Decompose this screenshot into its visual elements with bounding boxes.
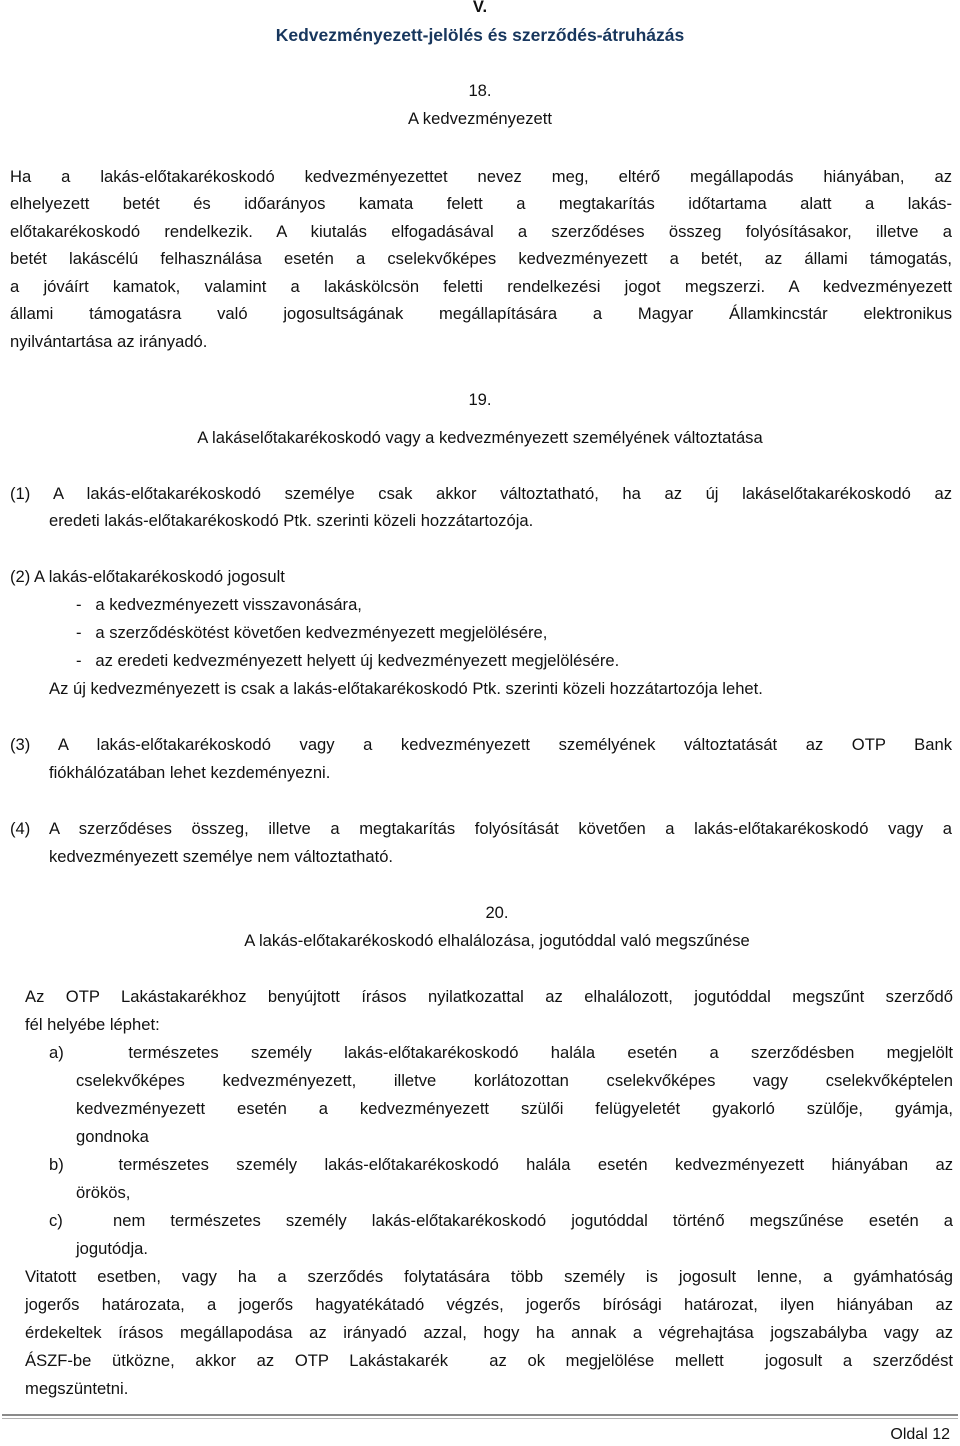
s18-line-5: a jóváírt kamatok, valamint a lakáskölcsön feletti rendelkezési jogot megszerzi. A kedvezményezett (10, 277, 952, 296)
s20-closing-line-3: érdekeltek írásos megállapodása az irányadó azzal, hogy ha annak a végrehajtása jogszabályba vagy az (25, 1323, 953, 1342)
s20-a-line-2: cselekvőképes kedvezményezett, illetve korlátozottan cselekvőképes vagy cselekvőképtelen (76, 1071, 953, 1090)
s19-p3-line-2: fiókhálózatában lehet kezdeményezni. (49, 763, 331, 782)
s19-p4-line-1: (4) A szerződéses összeg, illetve a megtakarítás folyósítását követően a lakás-előtakarékoskodó vagy a (10, 819, 952, 838)
s20-intro-line-2: fél helyébe léphet: (25, 1015, 160, 1034)
s19-p2-item-3: - az eredeti kedvezményezett helyett új kedvezményezett megjelölésére. (76, 651, 620, 670)
s20-c-line-1: c) nem természetes személy lakás-előtakarékoskodó jogutóddal történő megszűnése esetén a (49, 1211, 953, 1230)
s18-line-4: betét lakáscélú felhasználása esetén a cselekvőképes kedvezményezett a betét, az állami támogatás, (10, 249, 952, 268)
s20-closing-line-2: jogerős határozata, a jogerős hagyatékátadó végzés, jogerős bírósági határozat, ilyen hiányában az (25, 1295, 953, 1314)
section-20-number: 20. (485, 903, 509, 922)
s20-intro-line-1: Az OTP Lakástakarékhoz benyújtott írásos nyilatkozattal az elhalálozott, jogutóddal megszűnt szerződő (25, 987, 953, 1006)
footer-divider (2, 1414, 958, 1416)
section-19-title: A lakáselőtakarékoskodó vagy a kedvezményezett személyének változtatása (197, 428, 763, 447)
s20-b-line-1: b) természetes személy lakás-előtakarékoskodó halála esetén kedvezményezett hiányában az (49, 1155, 953, 1174)
s20-closing-line-5: megszüntetni. (25, 1379, 129, 1398)
s20-closing-line-1: Vitatott esetben, vagy ha a szerződés folytatására több személy is jogosult lenne, a gyámhatóság (25, 1267, 953, 1286)
s18-line-7: nyilvántartása az irányadó. (10, 332, 208, 351)
s18-line-1: Ha a lakás-előtakarékoskodó kedvezményezettet nevez meg, eltérő megállapodás hiányában, az (10, 167, 952, 186)
s20-a-line-1: a) természetes személy lakás-előtakarékoskodó halála esetén a szerződésben megjelölt (49, 1043, 953, 1062)
s19-p4-line-2: kedvezményezett személye nem változtatható. (49, 847, 394, 866)
section-18-title: A kedvezményezett (408, 109, 552, 128)
s19-p2-item-1: - a kedvezményezett visszavonására, (76, 595, 362, 614)
section-18-number: 18. (468, 81, 492, 100)
s19-p3-line-1: (3) A lakás-előtakarékoskodó vagy a kedvezményezett személyének változtatását az OTP Bank (10, 735, 952, 754)
s18-line-6: állami támogatásra való jogosultságának megállapítására a Magyar Államkincstár elektronikus (10, 304, 952, 323)
s18-line-2: elhelyezett betét és időarányos kamata felett a megtakarítás időtartama alatt a lakás- (10, 194, 952, 213)
section-19-number: 19. (468, 390, 492, 409)
chapter-number: V. (472, 0, 488, 16)
s19-p1-line-1: (1) A lakás-előtakarékoskodó személye csak akkor változtatható, ha az új lakáselőtakarékoskodó az (10, 484, 952, 503)
s20-a-line-4: gondnoka (76, 1127, 149, 1146)
chapter-title: Kedvezményezett-jelölés és szerződés-átruházás (275, 25, 685, 45)
s20-closing-line-4: ÁSZF-be ütközne, akkor az OTP Lakástakarék az ok megjelölése mellett jogosult a szerződést (25, 1351, 953, 1370)
s19-p2-note: Az új kedvezményezett is csak a lakás-előtakarékoskodó Ptk. szerinti közeli hozzátartozója lehet. (49, 679, 763, 698)
s18-line-3: előtakarékoskodó rendelkezik. A kiutalás elfogadásával a szerződéses összeg folyósításakor, illetve a (10, 222, 952, 241)
s20-a-line-3: kedvezményezett esetén a kedvezményezett szülői felügyeletét gyakorló szülője, gyámja, (76, 1099, 953, 1118)
s20-b-line-2: örökös, (76, 1183, 131, 1202)
footer-divider-thin (2, 1418, 958, 1419)
section-20-title: A lakás-előtakarékoskodó elhalálozása, jogutóddal való megszűnése (244, 931, 750, 950)
s19-p2-item-2: - a szerződéskötést követően kedvezményezett megjelölésére, (76, 623, 548, 642)
s19-p2-intro: (2) A lakás-előtakarékoskodó jogosult (10, 567, 285, 586)
s19-p1-line-2: eredeti lakás-előtakarékoskodó Ptk. szerinti közeli hozzátartozója. (49, 511, 534, 530)
s20-c-line-2: jogutódja. (76, 1239, 148, 1258)
page-number: Oldal 12 (890, 1426, 950, 1443)
